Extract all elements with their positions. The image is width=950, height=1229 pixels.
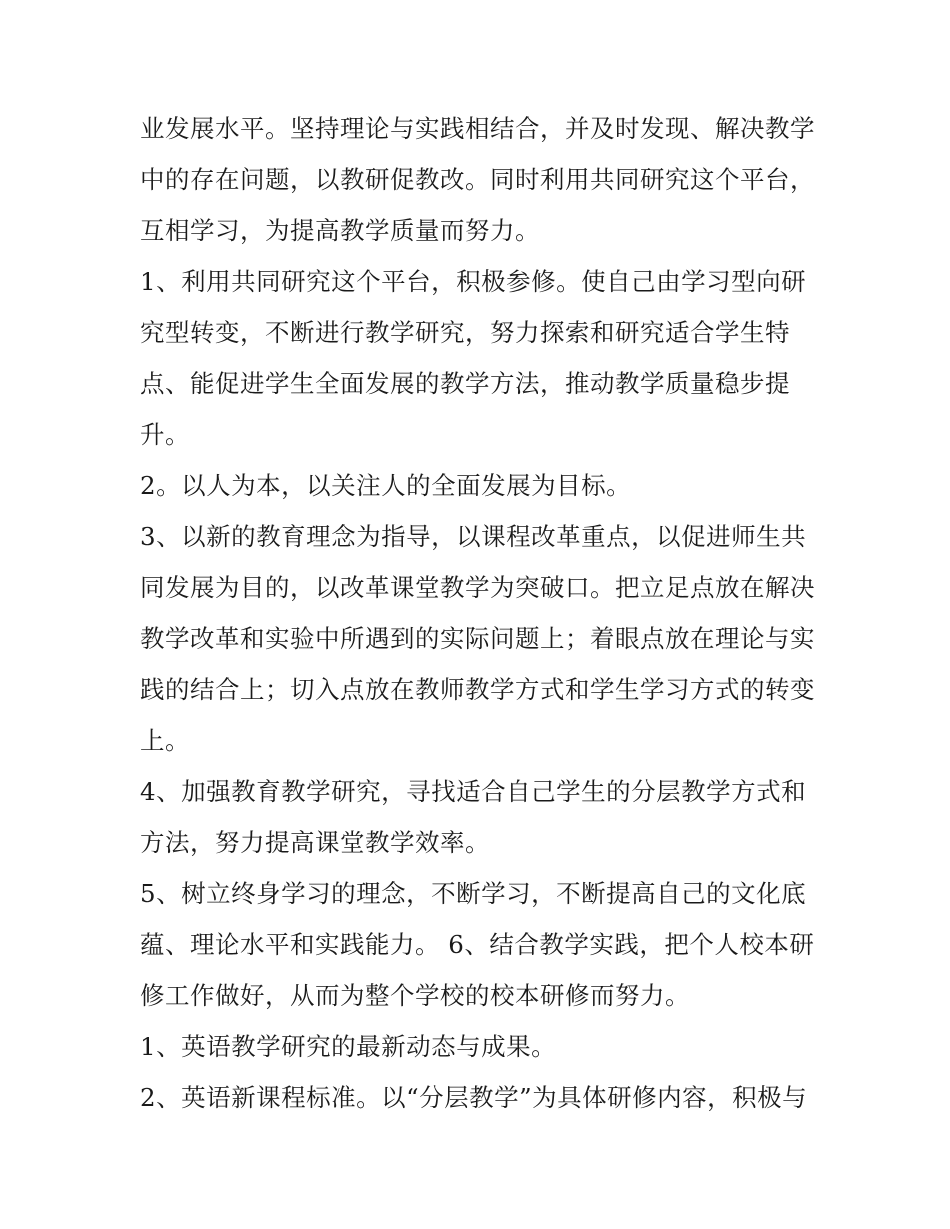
text-line-18: 修工作做好，从而为整个学校的校本研修而努力。 — [140, 981, 690, 1010]
text-line-8: 2。以人为本，以关注人的全面发展为目标。 — [140, 471, 632, 500]
text-line-6: 点、能促进学生全面发展的教学方法，推动教学质量稳步提 — [140, 369, 790, 398]
text-line-7: 升。 — [140, 420, 190, 449]
text-line-13: 上。 — [140, 726, 190, 755]
text-line-16: 5、树立终身学习的理念，不断学习，不断提高自己的文化底 — [140, 879, 807, 908]
text-line-12: 践的结合上；切入点放在教师教学方式和学生学习方式的转变 — [140, 675, 815, 704]
text-line-17: 蕴、理论水平和实践能力。 6、结合教学实践，把个人校本研 — [140, 930, 815, 959]
text-line-19: 1、英语教学研究的最新动态与成果。 — [140, 1032, 557, 1061]
text-line-4: 1、利用共同研究这个平台，积极参修。使自己由学习型向研 — [140, 267, 807, 296]
text-line-3: 互相学习，为提高教学质量而努力。 — [140, 216, 540, 245]
text-line-20: 2、英语新课程标准。以“分层教学”为具体研修内容，积极与 — [140, 1083, 808, 1112]
text-line-11: 教学改革和实验中所遇到的实际问题上；着眼点放在理论与实 — [140, 624, 815, 653]
document-body — [140, 103, 820, 1123]
text-line-1: 业发展水平。坚持理论与实践相结合，并及时发现、解决教学 — [140, 114, 815, 143]
text-line-5: 究型转变，不断进行教学研究，努力探索和研究适合学生特 — [140, 318, 790, 347]
text-line-2: 中的存在问题，以教研促教改。同时利用共同研究这个平台， — [140, 165, 815, 194]
text-line-9: 3、以新的教育理念为指导，以课程改革重点，以促进师生共 — [140, 522, 807, 551]
text-line-10: 同发展为目的，以改革课堂教学为突破口。把立足点放在解决 — [140, 573, 815, 602]
text-line-14: 4、加强教育教学研究，寻找适合自己学生的分层教学方式和 — [140, 777, 807, 806]
text-line-15: 方法，努力提高课堂教学效率。 — [140, 828, 490, 857]
